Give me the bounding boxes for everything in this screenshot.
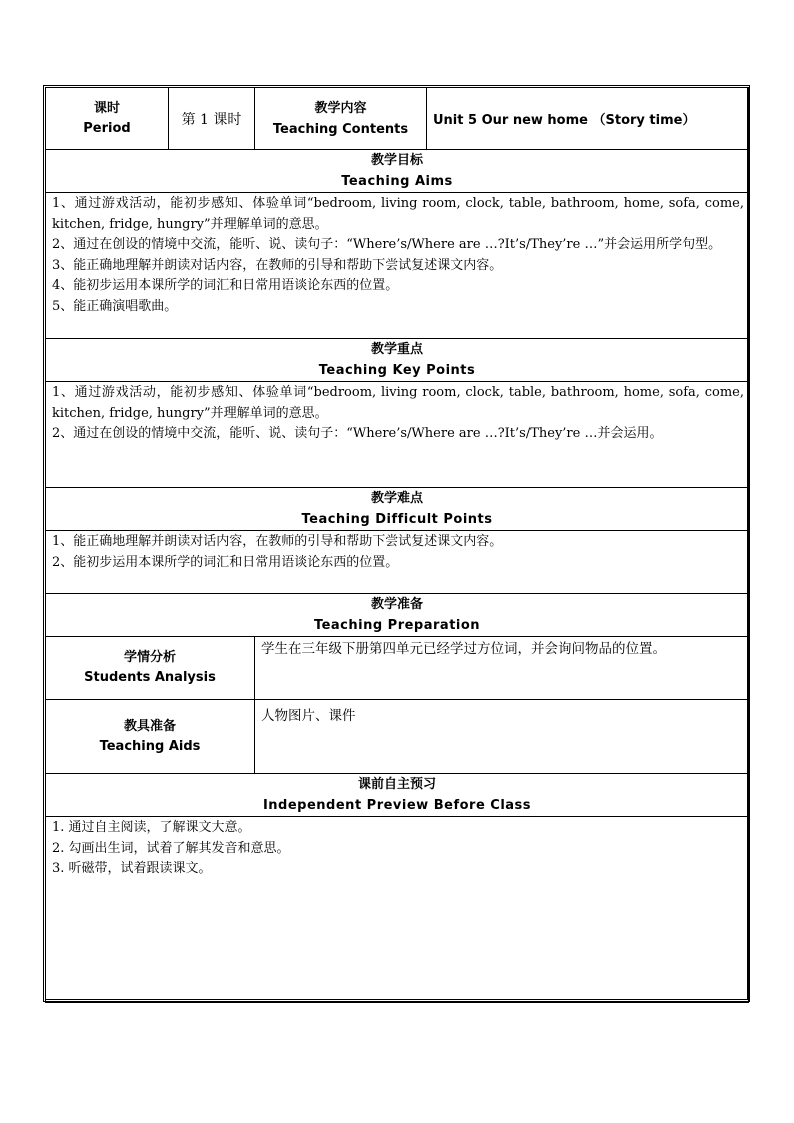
preview-body-row: [46, 817, 749, 1003]
key-points-body: [46, 382, 749, 488]
preparation-header-row: [46, 594, 749, 637]
students-analysis-cn: 学情分析: [123, 650, 176, 665]
students-analysis-label: [46, 637, 255, 700]
key-points-title: [46, 339, 749, 382]
difficult-line-2: 2、能初步运用本课所学的词汇和日常用语谈论东西的位置。: [52, 554, 399, 570]
teaching-aids-cn: 教具准备: [123, 718, 176, 734]
key-points-title-en: Teaching Key Points: [318, 363, 476, 378]
difficult-body: [46, 531, 749, 594]
difficult-title-cn: 教学难点: [370, 491, 423, 506]
key-points-line-2: 2、通过在创设的情境中交流，能听、说、读句子：“Where’s/Where are …?It’s/They’re …并会运用。: [52, 426, 663, 441]
aims-line-2: 2、通过在创设的情境中交流，能听、说、读句子：“Where’s/Where are …?It’s/They’re …”并会运用所学句型。: [52, 237, 722, 252]
difficult-line-1: 1、能正确地理解并朗读对话内容，在教师的引导和帮助下尝试复述课文内容。: [52, 534, 503, 549]
preparation-title-en: Teaching Preparation: [313, 618, 481, 633]
key-points-header-row: [46, 339, 749, 382]
period-label-en: Period: [83, 120, 131, 136]
preview-body: [46, 817, 749, 1003]
period-value: 第 1 课时: [169, 88, 255, 150]
preview-line-2: 2. 勾画出生词，试着了解其发音和意思。: [52, 840, 290, 856]
aims-title-cn: 教学目标: [370, 153, 423, 168]
preview-header-row: [46, 774, 749, 817]
aims-header-row: [46, 150, 749, 193]
students-analysis-row: [46, 637, 749, 700]
aims-line-3: 3、能正确地理解并朗读对话内容，在教师的引导和帮助下尝试复述课文内容。: [52, 257, 503, 273]
period-label-cn: 课时: [93, 100, 120, 116]
contents-label: [255, 88, 427, 150]
key-points-line-1: 1、通过游戏活动，能初步感知、体验单词“bedroom, living room, clock, table, bathroom, home, sofa, come, kitchen, fridge, hungry”并理解单词的意思。: [52, 385, 744, 421]
preparation-title-cn: 教学准备: [370, 597, 423, 612]
difficult-title-en: Teaching Difficult Points: [301, 512, 493, 527]
key-points-body-row: [46, 382, 749, 488]
contents-label-en: Teaching Contents: [272, 121, 409, 137]
preview-line-3: 3. 听磁带，试着跟读课文。: [52, 861, 212, 876]
teaching-aids-en: Teaching Aids: [99, 738, 201, 754]
teaching-aids-row: [46, 700, 749, 774]
students-analysis-text: 学生在三年级下册第四单元已经学过方位词，并会询问物品的位置。: [255, 637, 749, 700]
aims-title: [46, 150, 749, 193]
key-points-title-cn: 教学重点: [370, 342, 423, 357]
teaching-aids-label: [46, 700, 255, 774]
students-analysis-en: Students Analysis: [84, 670, 216, 685]
aims-line-1: 1、通过游戏活动，能初步感知、体验单词“bedroom, living room, clock, table, bathroom, home, sofa, come, kitchen, fridge, hungry”并理解单词的意思。: [52, 196, 744, 232]
difficult-header-row: [46, 488, 749, 531]
aims-line-5: 5、能正确演唱歌曲。: [52, 298, 178, 314]
teaching-aids-text: 人物图片、课件: [255, 700, 749, 774]
lesson-plan-table: [45, 87, 749, 1003]
period-label: [46, 88, 169, 150]
aims-body-row: [46, 193, 749, 339]
preview-title-en: Independent Preview Before Class: [262, 798, 532, 813]
aims-line-4: 4、能初步运用本课所学的词汇和日常用语谈论东西的位置。: [52, 278, 399, 293]
preview-title: [46, 774, 749, 817]
aims-title-en: Teaching Aims: [341, 174, 453, 189]
preview-title-cn: 课前自主预习: [357, 777, 436, 792]
aims-body: [46, 193, 749, 339]
contents-label-cn: 教学内容: [314, 100, 367, 116]
difficult-body-row: [46, 531, 749, 594]
header-row: [46, 88, 749, 150]
preparation-title: [46, 594, 749, 637]
difficult-title: [46, 488, 749, 531]
unit-title: Unit 5 Our new home （Story time）: [427, 88, 749, 150]
preview-line-1: 1. 通过自主阅读，了解课文大意。: [52, 820, 251, 835]
